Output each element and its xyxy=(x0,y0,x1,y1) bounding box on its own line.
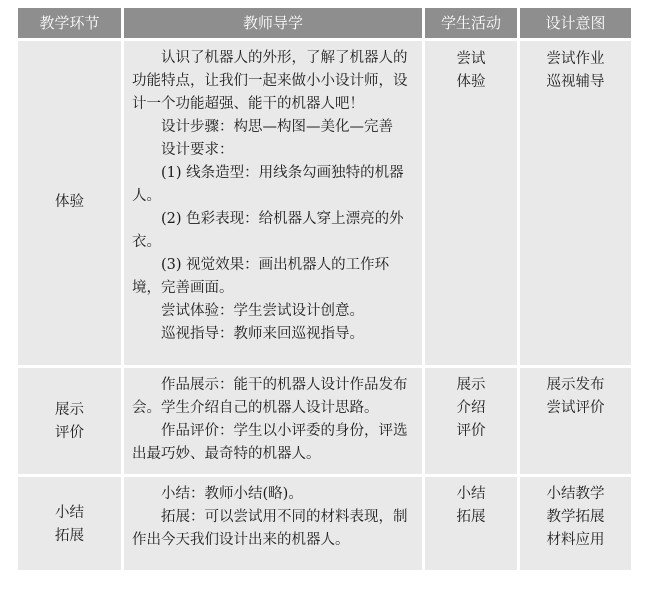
row1-guide xyxy=(124,41,422,365)
row-divider xyxy=(18,365,631,368)
row1-guide-para: 设计步骤：构思—构图—美化—完善 xyxy=(161,119,393,135)
row1-activity xyxy=(425,41,517,365)
lesson-plan-table xyxy=(18,8,631,570)
row3-intent-line: 材料应用 xyxy=(546,532,605,548)
row1-activity-line: 体验 xyxy=(456,74,486,90)
header-design-intent: 设计意图 xyxy=(520,8,631,38)
row3-activity-line: 小结 xyxy=(456,486,486,502)
row3-stage-line: 拓展 xyxy=(55,528,84,544)
row3-intent-line: 教学拓展 xyxy=(546,509,605,525)
row2-intent xyxy=(520,368,631,474)
row1-guide-para: (2) 色彩表现：给机器人穿上漂亮的外衣。 xyxy=(132,211,404,250)
row2-stage-line: 评价 xyxy=(55,425,84,441)
row1-guide-para: (3) 视觉效果：画出机器人的工作环境，完善画面。 xyxy=(132,257,390,296)
row1-intent-line: 尝试作业 xyxy=(546,51,605,67)
row2-intent-line: 展示发布 xyxy=(546,377,605,393)
row3-guide-para: 小结：教师小结(略)。 xyxy=(161,486,303,502)
row2-guide xyxy=(124,368,422,474)
row3-intent xyxy=(520,477,631,570)
row-divider xyxy=(18,38,631,41)
row2-activity-line: 展示 xyxy=(456,377,486,393)
column-divider xyxy=(121,8,124,570)
header-student-activity: 学生活动 xyxy=(425,8,517,38)
row2-stage-line: 展示 xyxy=(55,402,84,418)
header-stage: 教学环节 xyxy=(18,8,121,38)
row1-guide-para: 巡视指导：教师来回巡视指导。 xyxy=(161,326,364,342)
row1-intent-line: 巡视辅导 xyxy=(546,74,605,90)
row1-guide-para: 认识了机器人的外形，了解了机器人的功能特点，让我们一起来做小小设计师，设计一个功能超强、能干的机器人吧！ xyxy=(132,50,408,112)
row1-stage-line: 体验 xyxy=(55,194,84,210)
row3-activity-line: 拓展 xyxy=(456,509,486,525)
row1-guide-para: (1) 线条造型：用线条勾画独特的机器人。 xyxy=(132,165,404,204)
row2-stage xyxy=(18,368,121,474)
row1-guide-para: 尝试体验：学生尝试设计创意。 xyxy=(161,303,364,319)
row3-guide xyxy=(124,477,422,570)
row-divider xyxy=(18,474,631,477)
row2-activity xyxy=(425,368,517,474)
row2-intent-line: 尝试评价 xyxy=(546,400,605,416)
row3-activity xyxy=(425,477,517,570)
header-teacher-guide: 教师导学 xyxy=(124,8,422,38)
row1-intent xyxy=(520,41,631,365)
row3-stage-line: 小结 xyxy=(55,505,84,521)
row3-intent-line: 小结教学 xyxy=(546,486,605,502)
row2-activity-line: 介绍 xyxy=(456,400,486,416)
row3-stage xyxy=(18,477,121,570)
column-divider xyxy=(517,8,520,570)
column-divider xyxy=(422,8,425,570)
row2-guide-para: 作品展示：能干的机器人设计作品发布会。学生介绍自己的机器人设计思路。 xyxy=(132,377,408,416)
row1-guide-para: 设计要求： xyxy=(161,142,234,158)
row2-activity-line: 评价 xyxy=(456,423,486,439)
row1-stage xyxy=(18,41,121,365)
row1-activity-line: 尝试 xyxy=(456,51,486,67)
row3-guide-para: 拓展：可以尝试用不同的材料表现，制作出今天我们设计出来的机器人。 xyxy=(132,509,408,548)
row2-guide-para: 作品评价：学生以小评委的身份，评选出最巧妙、最奇特的机器人。 xyxy=(132,423,408,462)
